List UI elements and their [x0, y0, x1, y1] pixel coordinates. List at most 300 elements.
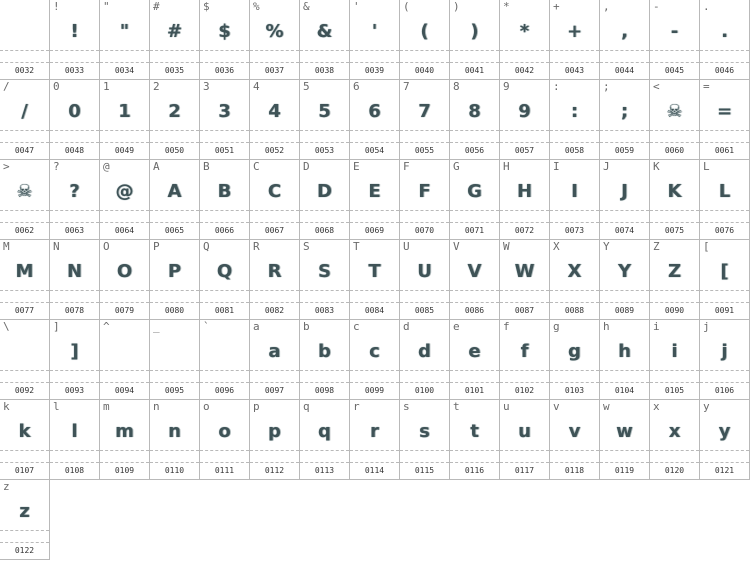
descender-guide	[0, 542, 49, 543]
glyph-cell-0117	[500, 400, 550, 480]
glyph-cell-0107	[0, 400, 50, 480]
descender-guide	[550, 62, 599, 63]
glyph-sample: a	[268, 341, 281, 362]
descender-guide	[50, 302, 99, 303]
glyph-label: ]	[53, 320, 60, 333]
descender-guide	[50, 222, 99, 223]
descender-guide	[500, 62, 549, 63]
glyph-label: %	[253, 0, 260, 13]
glyph-cell-0109	[100, 400, 150, 480]
descender-guide	[50, 382, 99, 383]
glyph-cell-0091	[700, 240, 750, 320]
glyph-cell-0045	[650, 0, 700, 80]
glyph-code: 0051	[214, 146, 235, 155]
descender-guide	[100, 62, 149, 63]
glyph-sample: k	[18, 421, 31, 442]
glyph-sample: u	[518, 421, 531, 442]
glyph-cell-0115	[400, 400, 450, 480]
glyph-cell-0089	[600, 240, 650, 320]
descender-guide	[250, 302, 299, 303]
baseline-guide	[0, 130, 49, 131]
glyph-code: 0093	[64, 386, 85, 395]
glyph-label: M	[3, 240, 10, 253]
glyph-sample: .	[721, 21, 728, 42]
descender-guide	[200, 462, 249, 463]
glyph-cell-0052	[250, 80, 300, 160]
glyph-code: 0057	[514, 146, 535, 155]
glyph-sample: O	[116, 261, 133, 282]
glyph-code: 0059	[614, 146, 635, 155]
glyph-label: a	[253, 320, 260, 333]
glyph-label: '	[353, 0, 360, 13]
baseline-guide	[200, 50, 249, 51]
glyph-code: 0120	[664, 466, 685, 475]
descender-guide	[50, 462, 99, 463]
glyph-label: :	[553, 80, 560, 93]
glyph-code: 0060	[664, 146, 685, 155]
glyph-cell-0105	[650, 320, 700, 400]
glyph-code: 0105	[664, 386, 685, 395]
glyph-sample: x	[668, 421, 681, 442]
glyph-code: 0061	[714, 146, 735, 155]
glyph-label: #	[153, 0, 160, 13]
glyph-sample: P	[167, 261, 182, 282]
glyph-cell-0042	[500, 0, 550, 80]
glyph-code: 0045	[664, 66, 685, 75]
glyph-label: m	[103, 400, 110, 413]
baseline-guide	[550, 290, 599, 291]
glyph-code: 0100	[414, 386, 435, 395]
baseline-guide	[650, 50, 699, 51]
descender-guide	[550, 382, 599, 383]
glyph-cell-0073	[550, 160, 600, 240]
glyph-cell-0114	[350, 400, 400, 480]
glyph-code: 0094	[114, 386, 135, 395]
glyph-code: 0078	[64, 306, 85, 315]
descender-guide	[150, 462, 199, 463]
glyph-label: /	[3, 80, 10, 93]
descender-guide	[100, 382, 149, 383]
glyph-sample: r	[370, 421, 379, 442]
descender-guide	[100, 302, 149, 303]
glyph-label: 5	[303, 80, 310, 93]
glyph-code: 0084	[364, 306, 385, 315]
glyph-sample: w	[616, 421, 633, 442]
glyph-sample: -	[670, 21, 679, 42]
glyph-code: 0112	[264, 466, 285, 475]
glyph-sample: E	[368, 181, 381, 202]
glyph-sample: C	[267, 181, 282, 202]
baseline-guide	[200, 210, 249, 211]
baseline-guide	[650, 130, 699, 131]
glyph-code: 0076	[714, 226, 735, 235]
glyph-cell-0104	[600, 320, 650, 400]
glyph-code: 0048	[64, 146, 85, 155]
glyph-label: "	[103, 0, 110, 13]
glyph-label: q	[303, 400, 310, 413]
glyph-code: 0085	[414, 306, 435, 315]
descender-guide	[550, 462, 599, 463]
glyph-sample: p	[268, 421, 281, 442]
glyph-label: y	[703, 400, 710, 413]
baseline-guide	[200, 290, 249, 291]
glyph-sample: !	[70, 21, 79, 42]
glyph-label: H	[503, 160, 510, 173]
descender-guide	[150, 222, 199, 223]
glyph-sample: h	[618, 341, 631, 362]
glyph-label: g	[553, 320, 560, 333]
glyph-label: k	[3, 400, 10, 413]
descender-guide	[500, 382, 549, 383]
glyph-sample: ☠	[666, 101, 683, 122]
glyph-sample: B	[217, 181, 232, 202]
glyph-code: 0102	[514, 386, 535, 395]
glyph-sample: f	[520, 341, 529, 362]
descender-guide	[450, 302, 499, 303]
glyph-sample: W	[514, 261, 535, 282]
baseline-guide	[300, 210, 349, 211]
glyph-code: 0109	[114, 466, 135, 475]
glyph-cell-0121	[700, 400, 750, 480]
glyph-label: ^	[103, 320, 110, 333]
glyph-label: j	[703, 320, 710, 333]
descender-guide	[50, 62, 99, 63]
glyph-code: 0122	[14, 546, 35, 555]
glyph-cell-0088	[550, 240, 600, 320]
glyph-label: .	[703, 0, 710, 13]
glyph-code: 0077	[14, 306, 35, 315]
descender-guide	[250, 62, 299, 63]
glyph-code: 0117	[514, 466, 535, 475]
glyph-label: `	[203, 320, 210, 333]
baseline-guide	[0, 50, 49, 51]
glyph-sample: c	[369, 341, 380, 362]
descender-guide	[350, 302, 399, 303]
glyph-sample: +	[566, 21, 583, 42]
baseline-guide	[500, 290, 549, 291]
glyph-label: o	[203, 400, 210, 413]
baseline-guide	[250, 370, 299, 371]
glyph-code: 0071	[464, 226, 485, 235]
glyph-sample: 2	[168, 101, 181, 122]
glyph-cell-0051	[200, 80, 250, 160]
glyph-sample: 1	[118, 101, 131, 122]
glyph-code: 0097	[264, 386, 285, 395]
baseline-guide	[300, 290, 349, 291]
glyph-sample: V	[467, 261, 482, 282]
glyph-sample: L	[718, 181, 731, 202]
baseline-guide	[650, 450, 699, 451]
glyph-sample: j	[721, 341, 728, 362]
glyph-cell-0093	[50, 320, 100, 400]
glyph-code: 0111	[214, 466, 235, 475]
glyph-code: 0053	[314, 146, 335, 155]
glyph-sample: G	[467, 181, 482, 202]
glyph-label: !	[53, 0, 60, 13]
glyph-label: L	[703, 160, 710, 173]
glyph-label: Z	[653, 240, 660, 253]
glyph-label: )	[453, 0, 460, 13]
glyph-label: f	[503, 320, 510, 333]
glyph-sample: '	[371, 21, 378, 42]
glyph-code: 0058	[564, 146, 585, 155]
descender-guide	[250, 382, 299, 383]
glyph-cell-0103	[550, 320, 600, 400]
glyph-sample: )	[470, 21, 479, 42]
glyph-code: 0066	[214, 226, 235, 235]
glyph-sample: Y	[617, 261, 632, 282]
glyph-label: K	[653, 160, 660, 173]
baseline-guide	[250, 210, 299, 211]
descender-guide	[350, 462, 399, 463]
glyph-sample: =	[716, 101, 733, 122]
baseline-guide	[250, 50, 299, 51]
glyph-cell-0064	[100, 160, 150, 240]
glyph-label: b	[303, 320, 310, 333]
baseline-guide	[450, 210, 499, 211]
glyph-sample: H	[516, 181, 533, 202]
glyph-sample: *	[519, 21, 530, 42]
descender-guide	[600, 462, 649, 463]
descender-guide	[600, 302, 649, 303]
glyph-cell-0067	[250, 160, 300, 240]
glyph-sample: A	[167, 181, 182, 202]
baseline-guide	[450, 290, 499, 291]
descender-guide	[550, 142, 599, 143]
glyph-sample: l	[71, 421, 78, 442]
glyph-cell-0097	[250, 320, 300, 400]
glyph-sample: n	[168, 421, 181, 442]
descender-guide	[450, 62, 499, 63]
glyph-code: 0068	[314, 226, 335, 235]
baseline-guide	[150, 370, 199, 371]
descender-guide	[500, 302, 549, 303]
baseline-guide	[100, 370, 149, 371]
glyph-cell-0037	[250, 0, 300, 80]
glyph-code: 0116	[464, 466, 485, 475]
glyph-sample: m	[115, 421, 134, 442]
descender-guide	[600, 222, 649, 223]
baseline-guide	[350, 450, 399, 451]
glyph-cell-0087	[500, 240, 550, 320]
glyph-cell-0050	[150, 80, 200, 160]
descender-guide	[300, 462, 349, 463]
glyph-code: 0110	[164, 466, 185, 475]
glyph-cell-0069	[350, 160, 400, 240]
glyph-label: P	[153, 240, 160, 253]
glyph-code: 0070	[414, 226, 435, 235]
glyph-cell-0066	[200, 160, 250, 240]
descender-guide	[150, 142, 199, 143]
baseline-guide	[450, 450, 499, 451]
glyph-label: c	[353, 320, 360, 333]
glyph-sample: ]	[70, 341, 79, 362]
baseline-guide	[500, 130, 549, 131]
glyph-label: 1	[103, 80, 110, 93]
glyph-label: 3	[203, 80, 210, 93]
baseline-guide	[450, 50, 499, 51]
baseline-guide	[250, 130, 299, 131]
baseline-guide	[400, 50, 449, 51]
glyph-label: $	[203, 0, 210, 13]
glyph-sample: y	[718, 421, 731, 442]
glyph-code: 0047	[14, 146, 35, 155]
glyph-cell-0095	[150, 320, 200, 400]
baseline-guide	[400, 370, 449, 371]
baseline-guide	[600, 450, 649, 451]
descender-guide	[650, 462, 699, 463]
glyph-cell-0043	[550, 0, 600, 80]
glyph-code: 0087	[514, 306, 535, 315]
baseline-guide	[600, 370, 649, 371]
glyph-sample: U	[417, 261, 432, 282]
glyph-cell-0074	[600, 160, 650, 240]
glyph-code: 0103	[564, 386, 585, 395]
glyph-label: F	[403, 160, 410, 173]
glyph-code: 0092	[14, 386, 35, 395]
glyph-sample: I	[571, 181, 578, 202]
glyph-label: B	[203, 160, 210, 173]
glyph-cell-0099	[350, 320, 400, 400]
glyph-label: ;	[603, 80, 610, 93]
glyph-label: _	[153, 320, 160, 333]
baseline-guide	[100, 290, 149, 291]
baseline-guide	[0, 370, 49, 371]
descender-guide	[700, 302, 749, 303]
glyph-code: 0098	[314, 386, 335, 395]
glyph-code: 0108	[64, 466, 85, 475]
glyph-code: 0033	[64, 66, 85, 75]
glyph-cell-0060	[650, 80, 700, 160]
glyph-label: &	[303, 0, 310, 13]
descender-guide	[400, 222, 449, 223]
glyph-code: 0039	[364, 66, 385, 75]
glyph-label: x	[653, 400, 660, 413]
descender-guide	[350, 142, 399, 143]
glyph-code: 0067	[264, 226, 285, 235]
glyph-sample: 8	[468, 101, 481, 122]
glyph-sample: #	[166, 21, 183, 42]
descender-guide	[0, 382, 49, 383]
descender-guide	[600, 382, 649, 383]
glyph-cell-0035	[150, 0, 200, 80]
descender-guide	[700, 62, 749, 63]
glyph-sample: 5	[318, 101, 331, 122]
glyph-label: *	[503, 0, 510, 13]
baseline-guide	[50, 370, 99, 371]
glyph-label: v	[553, 400, 560, 413]
glyph-code: 0034	[114, 66, 135, 75]
glyph-label: e	[453, 320, 460, 333]
descender-guide	[100, 142, 149, 143]
baseline-guide	[0, 450, 49, 451]
glyph-sample: ☠	[16, 181, 33, 202]
baseline-guide	[550, 130, 599, 131]
glyph-label: =	[703, 80, 710, 93]
descender-guide	[300, 302, 349, 303]
glyph-sample: X	[567, 261, 582, 282]
descender-guide	[400, 302, 449, 303]
glyph-label: l	[53, 400, 60, 413]
descender-guide	[300, 382, 349, 383]
glyph-sample: N	[66, 261, 83, 282]
glyph-sample: R	[267, 261, 282, 282]
glyph-sample: i	[671, 341, 678, 362]
glyph-label: E	[353, 160, 360, 173]
glyph-cell-0086	[450, 240, 500, 320]
glyph-code: 0035	[164, 66, 185, 75]
descender-guide	[450, 462, 499, 463]
baseline-guide	[550, 210, 599, 211]
descender-guide	[200, 142, 249, 143]
glyph-cell-0072	[500, 160, 550, 240]
glyph-cell-0057	[500, 80, 550, 160]
descender-guide	[150, 302, 199, 303]
glyph-cell-0082	[250, 240, 300, 320]
glyph-code: 0055	[414, 146, 435, 155]
glyph-code: 0090	[664, 306, 685, 315]
descender-guide	[250, 142, 299, 143]
descender-guide	[450, 142, 499, 143]
glyph-label: I	[553, 160, 560, 173]
glyph-cell-0081	[200, 240, 250, 320]
descender-guide	[300, 222, 349, 223]
baseline-guide	[100, 130, 149, 131]
glyph-cell-0068	[300, 160, 350, 240]
glyph-cell-0046	[700, 0, 750, 80]
glyph-code: 0065	[164, 226, 185, 235]
descender-guide	[400, 462, 449, 463]
glyph-cell-0039	[350, 0, 400, 80]
glyph-cell-0070	[400, 160, 450, 240]
baseline-guide	[50, 210, 99, 211]
glyph-cell-0056	[450, 80, 500, 160]
descender-guide	[650, 62, 699, 63]
glyph-code: 0049	[114, 146, 135, 155]
glyph-code: 0121	[714, 466, 735, 475]
baseline-guide	[50, 130, 99, 131]
baseline-guide	[600, 130, 649, 131]
glyph-sample: J	[621, 181, 628, 202]
glyph-label: R	[253, 240, 260, 253]
descender-guide	[250, 462, 299, 463]
descender-guide	[0, 62, 49, 63]
glyph-sample: :	[570, 101, 579, 122]
glyph-sample: 3	[218, 101, 231, 122]
glyph-code: 0050	[164, 146, 185, 155]
baseline-guide	[150, 210, 199, 211]
glyph-label: N	[53, 240, 60, 253]
glyph-cell-0055	[400, 80, 450, 160]
glyph-label: W	[503, 240, 510, 253]
glyph-label: X	[553, 240, 560, 253]
glyph-sample: o	[218, 421, 231, 442]
glyph-code: 0036	[214, 66, 235, 75]
glyph-code: 0095	[164, 386, 185, 395]
baseline-guide	[350, 50, 399, 51]
glyph-sample: e	[468, 341, 481, 362]
glyph-sample: [	[720, 261, 729, 282]
glyph-code: 0086	[464, 306, 485, 315]
glyph-code: 0062	[14, 226, 35, 235]
glyph-cell-0083	[300, 240, 350, 320]
descender-guide	[400, 142, 449, 143]
glyph-cell-0061	[700, 80, 750, 160]
baseline-guide	[400, 130, 449, 131]
glyph-cell-0116	[450, 400, 500, 480]
glyph-code: 0072	[514, 226, 535, 235]
glyph-cell-0071	[450, 160, 500, 240]
